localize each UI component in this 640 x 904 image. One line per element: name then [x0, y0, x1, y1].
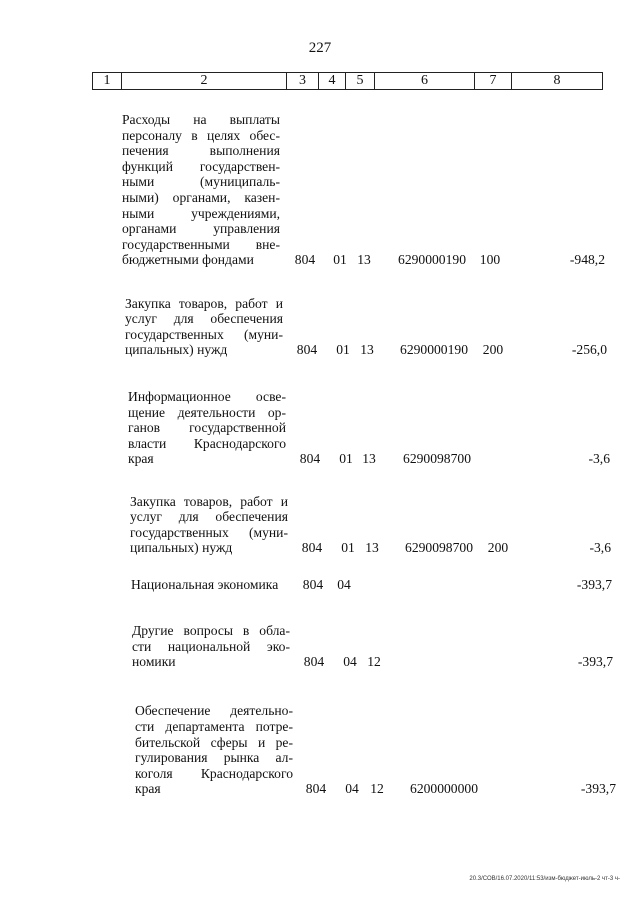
row-description-line: персоналу в целях обес- — [122, 127, 280, 143]
document-footer: 20.3/СОВ/16.07.2020/11:53/изм-бюджет-июль-2 чт-3 ч- — [469, 876, 620, 882]
row-description-line: бюджетными фондами — [122, 252, 254, 268]
column-header-1: 1 — [93, 73, 122, 90]
row-ved-code: 804 — [294, 252, 316, 267]
row-description-line: Другие вопросы в обла- — [132, 623, 290, 639]
table-row — [0, 494, 640, 556]
row-amount: -948,2 — [569, 252, 605, 267]
row-subsection-code: 13 — [360, 341, 374, 357]
row-subsection-code: 13 — [362, 451, 376, 466]
row-description — [122, 112, 280, 268]
row-description — [130, 494, 288, 556]
row-description-line: государственных (муни- — [130, 524, 288, 540]
row-amount: -393,7 — [576, 576, 612, 592]
row-amount: -3,6 — [588, 451, 610, 466]
row-description-line: гулирования рынка ал- — [135, 750, 293, 766]
row-description-line: услуг для обеспечения — [125, 311, 283, 327]
column-header-2: 2 — [122, 73, 287, 90]
row-description-line: щение деятельности ор- — [128, 404, 286, 420]
row-section-code: 01 — [339, 451, 353, 466]
row-description-line: коголя Краснодарского — [135, 765, 293, 781]
row-expense-type-code: 200 — [487, 539, 509, 555]
row-description-line: органами управления — [122, 221, 280, 237]
row-section-code: 01 — [336, 341, 350, 357]
row-section-code: 01 — [333, 252, 347, 267]
row-description-line: Обеспечение деятельно- — [135, 703, 293, 719]
row-description-line: ганов государственной — [128, 420, 286, 436]
table-row — [0, 112, 640, 268]
row-description-line: Закупка товаров, работ и — [125, 295, 283, 311]
row-description — [128, 389, 286, 467]
table-row — [0, 623, 640, 670]
row-description — [135, 703, 293, 797]
row-description-line: края — [128, 451, 154, 467]
column-header-row — [93, 73, 603, 90]
row-ved-code: 804 — [296, 341, 318, 357]
row-description-line: функций государствен- — [122, 158, 280, 174]
row-subsection-code: 12 — [370, 780, 384, 796]
row-description — [132, 623, 290, 670]
row-target-article-code: 6290000190 — [400, 341, 468, 357]
row-description-line: ными (муниципаль- — [122, 174, 280, 190]
row-target-article-code: 6290098700 — [403, 451, 471, 466]
row-section-code: 04 — [337, 576, 351, 592]
row-description-line: ными) органами, казен- — [122, 189, 280, 205]
row-section-code: 04 — [345, 780, 359, 796]
row-description-line: номики — [132, 654, 176, 670]
column-header-6: 6 — [375, 73, 475, 90]
row-description — [131, 577, 289, 593]
row-amount: -256,0 — [571, 341, 607, 357]
row-ved-code: 804 — [305, 780, 327, 796]
row-amount: -393,7 — [577, 653, 613, 669]
row-subsection-code: 13 — [365, 539, 379, 555]
row-description-line: Национальная экономика — [131, 577, 279, 593]
row-description-line: сти департамента потре- — [135, 718, 293, 734]
row-description-line: ципальных) нужд — [125, 342, 228, 358]
row-description-line: Закупка товаров, работ и — [130, 493, 288, 509]
row-target-article-code: 6290098700 — [405, 539, 473, 555]
row-description-line: ципальных) нужд — [130, 540, 233, 556]
row-description-line: ными учреждениями, — [122, 205, 280, 221]
row-ved-code: 804 — [303, 653, 325, 669]
column-header-table — [92, 72, 603, 90]
row-subsection-code: 12 — [367, 653, 381, 669]
row-target-article-code: 6290000190 — [398, 252, 466, 267]
column-header-8: 8 — [512, 73, 603, 90]
column-header-3: 3 — [287, 73, 319, 90]
row-subsection-code: 13 — [357, 252, 371, 267]
row-amount: -3,6 — [589, 539, 611, 555]
table-row — [0, 577, 640, 593]
row-expense-type-code: 100 — [479, 252, 501, 267]
row-section-code: 04 — [343, 653, 357, 669]
column-header-4: 4 — [319, 73, 346, 90]
table-row — [0, 703, 640, 797]
table-row — [0, 389, 640, 467]
row-description — [125, 296, 283, 358]
row-description-line: государственными вне- — [122, 236, 280, 252]
row-description-line: бительской сферы и ре- — [135, 734, 293, 750]
row-amount: -393,7 — [580, 780, 616, 796]
column-header-5: 5 — [346, 73, 375, 90]
row-description-line: сти национальной эко- — [132, 638, 290, 654]
table-row — [0, 296, 640, 358]
column-header-7: 7 — [475, 73, 512, 90]
row-description-line: услуг для обеспечения — [130, 509, 288, 525]
row-ved-code: 804 — [301, 539, 323, 555]
row-description-line: Информационное осве- — [128, 389, 286, 404]
page-number: 227 — [308, 40, 332, 56]
row-ved-code: 804 — [299, 451, 321, 466]
row-expense-type-code: 200 — [482, 341, 504, 357]
row-description-line: печения выполнения — [122, 143, 280, 159]
row-section-code: 01 — [341, 539, 355, 555]
row-description-line: края — [135, 781, 161, 797]
row-description-line: Расходы на выплаты — [122, 112, 280, 127]
row-description-line: государственных (муни- — [125, 326, 283, 342]
row-target-article-code: 6200000000 — [410, 780, 478, 796]
row-description-line: власти Краснодарского — [128, 435, 286, 451]
row-ved-code: 804 — [302, 576, 324, 592]
